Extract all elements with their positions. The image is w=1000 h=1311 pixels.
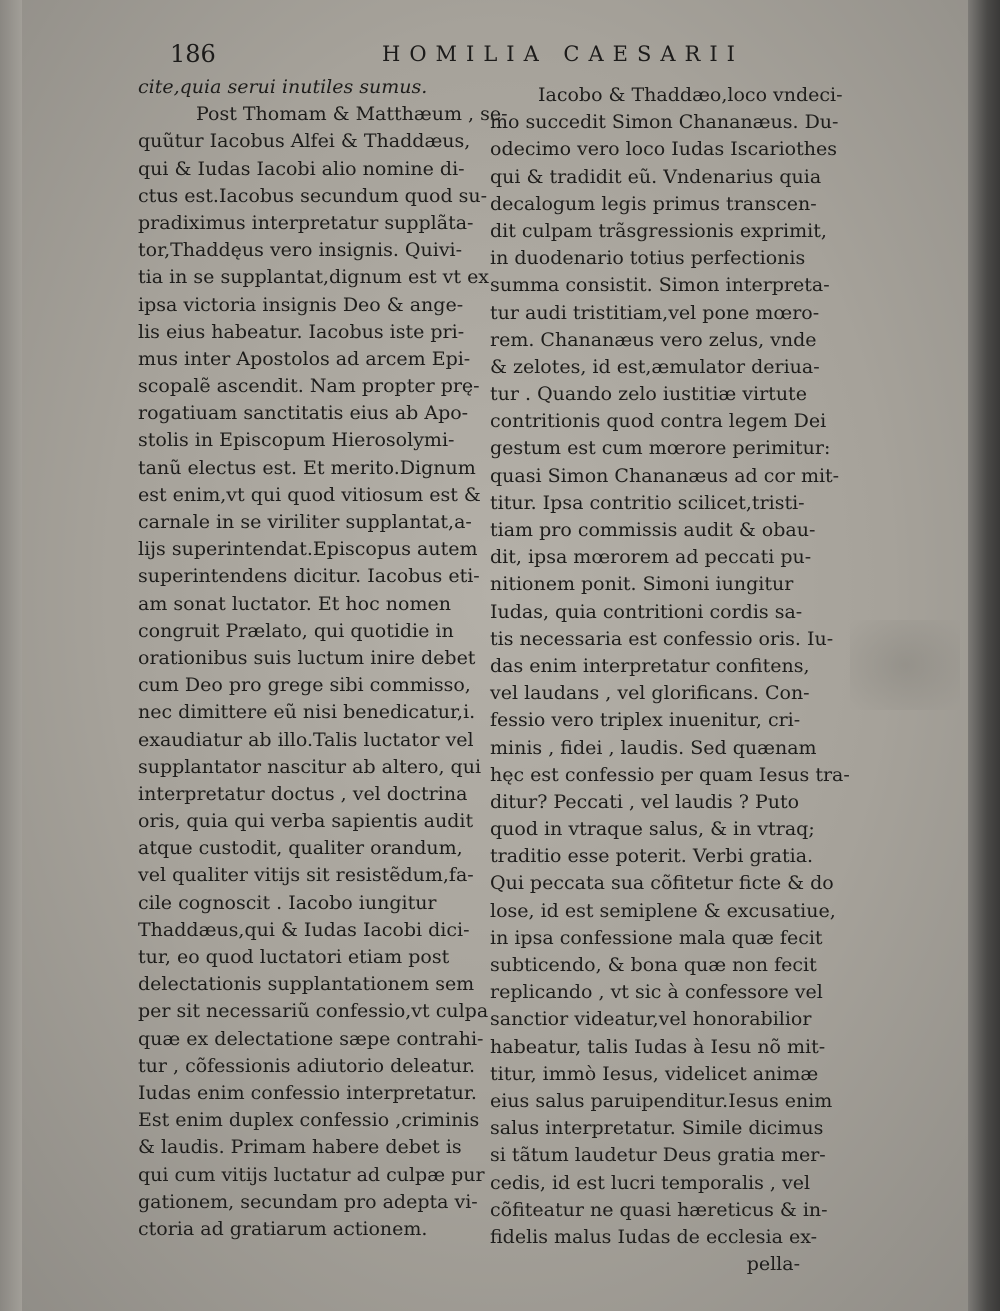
text-line: tia in se supplantat,dignum est vt ex	[138, 266, 490, 289]
text-line: superintendens dicitur. Iacobus eti-	[138, 565, 480, 588]
text-line: quæ ex delectatione sæpe contrahi-	[138, 1027, 484, 1050]
text-line: salus interpretatur. Simile dicimus	[490, 1117, 824, 1140]
text-line: stolis in Episcopum Hierosolymi-	[138, 429, 455, 452]
text-line: tanũ electus est. Et merito.Dignum	[138, 456, 476, 479]
text-line: lijs superintendat.Episcopus autem	[138, 538, 478, 561]
text-line: cile cognoscit . Iacobo iungitur	[138, 891, 437, 914]
page-left-margin-shadow	[0, 0, 22, 1311]
text-line: oris, quia qui verba sapientis audit	[138, 810, 474, 833]
text-line: cite,quia serui inutiles sumus.	[138, 76, 428, 98]
text-line: quasi Simon Chananæus ad cor mit-	[490, 464, 840, 487]
text-line: nitionem ponit. Simoni iungitur	[490, 573, 794, 596]
text-line: congruit Prælato, qui quotidie in	[138, 619, 454, 642]
text-line: atque custodit, qualiter orandum,	[138, 837, 463, 860]
text-line: titur, immò Iesus, videlicet animæ	[490, 1062, 819, 1085]
text-line: fessio vero triplex inuenitur, cri-	[490, 709, 801, 732]
text-line: tiam pro commissis audit & obau-	[490, 519, 816, 541]
text-line: tur , cõfessionis adiutorio deleatur.	[138, 1054, 476, 1077]
text-line: rem. Chananæus vero zelus, vnde	[490, 328, 817, 351]
text-line: Iudas, quia contritioni cordis sa-	[490, 600, 803, 623]
text-line: lis eius habeatur. Iacobus iste pri-	[138, 320, 465, 343]
running-head: HOMILIA CAESARII	[382, 42, 744, 66]
text-line: traditio esse poterit. Verbi gratia.	[490, 845, 814, 868]
text-line: & laudis. Primam habere debet is	[138, 1136, 462, 1159]
text-line: eius salus paruipenditur.Iesus enim	[490, 1089, 833, 1112]
text-line: summa consistit. Simon interpreta-	[490, 274, 830, 297]
text-line: rogatiuam sanctitatis eius ab Apo-	[138, 402, 469, 425]
text-line: Iudas enim confessio interpretatur.	[138, 1081, 477, 1104]
text-line: lose, id est semiplene & excusatiue,	[490, 899, 836, 922]
page-number: 186	[170, 40, 216, 68]
text-line: carnale in se viriliter supplantat,a-	[138, 511, 472, 533]
text-line: quũtur Iacobus Alfei & Thaddæus,	[138, 130, 471, 153]
text-line: hęc est confessio per quam Iesus tra-	[490, 763, 850, 786]
left-text-column	[138, 74, 508, 1243]
text-line: das enim interpretatur confitens,	[490, 654, 810, 677]
text-line: tur audi tristitiam,vel pone mœro-	[490, 301, 820, 324]
text-line: contritionis quod contra legem Dei	[490, 410, 827, 433]
page-header	[170, 40, 890, 76]
text-line: interpretatur doctus , vel doctrina	[138, 782, 468, 805]
text-line: vel qualiter vitijs sit resistẽdum,fa-	[138, 864, 474, 887]
text-line: tur, eo quod luctatori etiam post	[138, 946, 450, 968]
text-line: pella-	[746, 1253, 800, 1276]
text-line: tur . Quando zelo iustitiæ virtute	[490, 383, 807, 406]
text-line: in duodenario totius perfectionis	[490, 247, 806, 270]
text-line: Iacobo & Thaddæo,loco vndeci-	[538, 84, 843, 106]
text-line: am sonat luctator. Et hoc nomen	[138, 592, 451, 615]
text-line: supplantator nascitur ab altero, qui	[138, 755, 482, 778]
paper-stain	[850, 620, 960, 710]
text-line: qui cum vitijs luctatur ad culpæ pur	[138, 1163, 485, 1186]
text-line: habeatur, talis Iudas à Iesu nõ mit-	[490, 1035, 826, 1058]
page-gutter-shadow	[968, 0, 1000, 1311]
text-line: odecimo vero loco Iudas Iscariothes	[490, 138, 837, 161]
text-line: nec dimittere eũ nisi benedicatur,i.	[138, 701, 476, 724]
text-line: gationem, secundam pro adepta vi-	[138, 1190, 478, 1213]
text-line: dit culpam trãsgressionis exprimit,	[490, 219, 827, 242]
text-line: vel laudans , vel glorificans. Con-	[490, 682, 810, 705]
text-line: pradiximus interpretatur supplãta-	[138, 211, 474, 234]
text-line: cedis, id est lucri temporalis , vel	[490, 1171, 811, 1194]
text-line: mo succedit Simon Chananæus. Du-	[490, 111, 839, 134]
text-line: decalogum legis primus transcen-	[490, 192, 817, 215]
text-line: sanctior videatur,vel honorabilior	[490, 1008, 812, 1031]
text-line: & zelotes, id est,æmulator deriua-	[490, 355, 820, 378]
text-line: ctus est.Iacobus secundum quod su-	[138, 184, 488, 207]
text-line: delectationis supplantationem sem	[138, 973, 475, 996]
right-text-column	[490, 82, 850, 1278]
text-line: gestum est cum mœrore perimitur:	[490, 437, 831, 460]
text-line: exaudiatur ab illo.Talis luctator vel	[138, 728, 474, 751]
text-line: replicando , vt sic à confessore vel	[490, 981, 823, 1004]
text-line: titur. Ipsa contritio scilicet,tristi-	[490, 491, 805, 514]
text-line: subticendo, & bona quæ non fecit	[490, 954, 817, 976]
text-line: quod in vtraque salus, & in vtraq;	[490, 818, 815, 841]
text-line: minis , fidei , laudis. Sed quænam	[490, 736, 817, 759]
text-line: tis necessaria est confessio oris. Iu-	[490, 627, 834, 650]
text-line: qui & tradidit eũ. Vndenarius quia	[490, 165, 822, 188]
text-line: Thaddæus,qui & Iudas Iacobi dici-	[138, 918, 470, 941]
text-line: per sit necessariũ confessio,vt culpa	[138, 1000, 489, 1023]
text-line: in ipsa confessione mala quæ fecit	[490, 926, 823, 949]
text-line: Qui peccata sua cõfitetur ficte & do	[490, 872, 834, 895]
text-line: scopalẽ ascendit. Nam propter prę-	[138, 375, 480, 398]
text-line: cum Deo pro grege sibi commisso,	[138, 674, 471, 697]
text-line: fidelis malus Iudas de ecclesia ex-	[490, 1225, 818, 1248]
text-line: qui & Iudas Iacobi alio nomine di-	[138, 157, 465, 180]
text-line: Post Thomam & Matthæum , se-	[196, 103, 508, 126]
text-line: dit, ipsa mœrorem ad peccati pu-	[490, 546, 812, 569]
text-line: si tãtum laudetur Deus gratia mer-	[490, 1144, 826, 1167]
text-line: tor,Thaddęus vero insignis. Quivi-	[138, 239, 463, 262]
text-line: ctoria ad gratiarum actionem.	[138, 1217, 428, 1240]
text-line: cõfiteatur ne quasi hæreticus & in-	[490, 1198, 828, 1221]
text-line: est enim,vt qui quod vitiosum est &	[138, 483, 481, 506]
text-line: mus inter Apostolos ad arcem Epi-	[138, 347, 471, 370]
text-line: ipsa victoria insignis Deo & ange-	[138, 293, 464, 316]
text-line: Est enim duplex confessio ,criminis	[138, 1109, 480, 1132]
text-line: ditur? Peccati , vel laudis ? Puto	[490, 790, 800, 813]
text-line: orationibus suis luctum inire debet	[138, 646, 476, 669]
